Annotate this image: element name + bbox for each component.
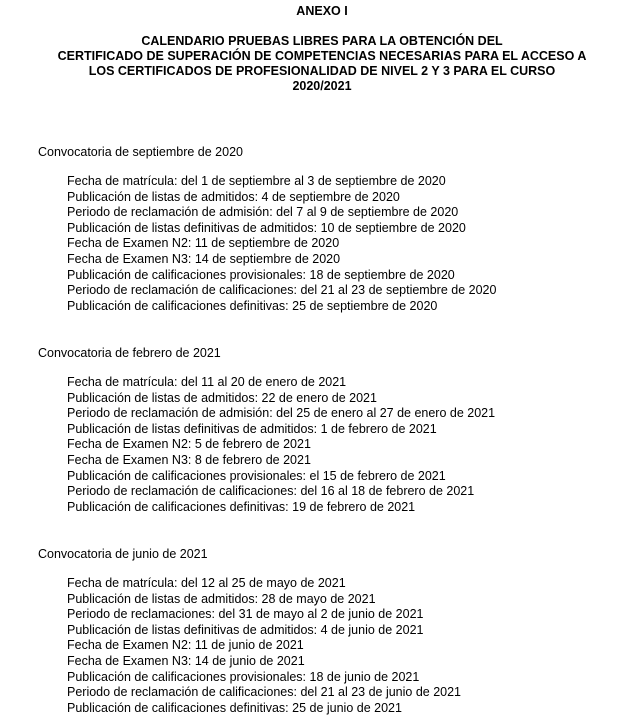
schedule-item: Periodo de reclamación de calificaciones: del 16 al 18 de febrero de 2021 xyxy=(67,484,475,499)
section-heading: Convocatoria de febrero de 2021 xyxy=(38,346,221,360)
schedule-list xyxy=(38,375,638,515)
schedule-item: Publicación de calificaciones definitivas: 19 de febrero de 2021 xyxy=(67,499,416,514)
document-title xyxy=(0,34,644,94)
schedule-item: Fecha de Examen N2: 11 de junio de 2021 xyxy=(67,638,304,653)
schedule-item: Publicación de listas de admitidos: 4 de septiembre de 2020 xyxy=(67,189,400,204)
schedule-item: Fecha de Examen N2: 5 de febrero de 2021 xyxy=(67,437,311,452)
schedule-item: Publicación de calificaciones definitivas: 25 de septiembre de 2020 xyxy=(67,298,438,313)
schedule-item: Fecha de Examen N3: 14 de septiembre de 2020 xyxy=(67,251,341,266)
schedule-item: Fecha de matrícula: del 11 al 20 de enero de 2021 xyxy=(67,375,347,389)
title-line: LOS CERTIFICADOS DE PROFESIONALIDAD DE NIVEL 2 Y 3 PARA EL CURSO xyxy=(88,64,556,78)
section-septiembre-2020 xyxy=(38,145,638,314)
schedule-item: Fecha de Examen N2: 11 de septiembre de 2020 xyxy=(67,236,340,251)
schedule-list xyxy=(38,576,638,716)
schedule-item: Publicación de calificaciones definitivas: 25 de junio de 2021 xyxy=(67,700,402,715)
schedule-item: Fecha de Examen N3: 14 de junio de 2021 xyxy=(67,653,305,668)
schedule-item: Fecha de matrícula: del 1 de septiembre al 3 de septiembre de 2020 xyxy=(67,174,446,188)
schedule-item: Fecha de matrícula: del 12 al 25 de mayo de 2021 xyxy=(67,576,346,590)
schedule-list xyxy=(38,174,638,314)
schedule-item: Publicación de listas definitivas de admitidos: 1 de febrero de 2021 xyxy=(67,421,437,436)
section-heading: Convocatoria de junio de 2021 xyxy=(38,547,208,561)
schedule-item: Periodo de reclamación de calificaciones: del 21 al 23 de junio de 2021 xyxy=(67,685,462,700)
schedule-item: Publicación de calificaciones provisionales: 18 de junio de 2021 xyxy=(67,669,420,684)
schedule-item: Periodo de reclamación de admisión: del 25 de enero al 27 de enero de 2021 xyxy=(67,406,496,421)
schedule-item: Periodo de reclamación de admisión: del 7 al 9 de septiembre de 2020 xyxy=(67,205,459,220)
schedule-item: Fecha de Examen N3: 8 de febrero de 2021 xyxy=(67,452,311,467)
schedule-item: Publicación de listas de admitidos: 28 de mayo de 2021 xyxy=(67,591,376,606)
schedule-item: Publicación de calificaciones provisionales: el 15 de febrero de 2021 xyxy=(67,468,446,483)
annex-label: ANEXO I xyxy=(296,4,348,18)
schedule-item: Publicación de calificaciones provisionales: 18 de septiembre de 2020 xyxy=(67,267,455,282)
schedule-item: Publicación de listas de admitidos: 22 de enero de 2021 xyxy=(67,390,377,405)
title-line: 2020/2021 xyxy=(292,79,352,93)
section-febrero-2021 xyxy=(38,346,638,515)
schedule-item: Publicación de listas definitivas de admitidos: 4 de junio de 2021 xyxy=(67,622,424,637)
section-heading: Convocatoria de septiembre de 2020 xyxy=(38,145,243,159)
schedule-item: Periodo de reclamaciones: del 31 de mayo al 2 de junio de 2021 xyxy=(67,607,424,622)
title-line: CERTIFICADO DE SUPERACIÓN DE COMPETENCIAS NECESARIAS PARA EL ACCESO A xyxy=(57,49,587,63)
section-junio-2021 xyxy=(38,547,638,716)
title-line: CALENDARIO PRUEBAS LIBRES PARA LA OBTENCIÓN DEL xyxy=(141,34,503,48)
schedule-item: Publicación de listas definitivas de admitidos: 10 de septiembre de 2020 xyxy=(67,220,466,235)
schedule-item: Periodo de reclamación de calificaciones: del 21 al 23 de septiembre de 2020 xyxy=(67,283,497,298)
